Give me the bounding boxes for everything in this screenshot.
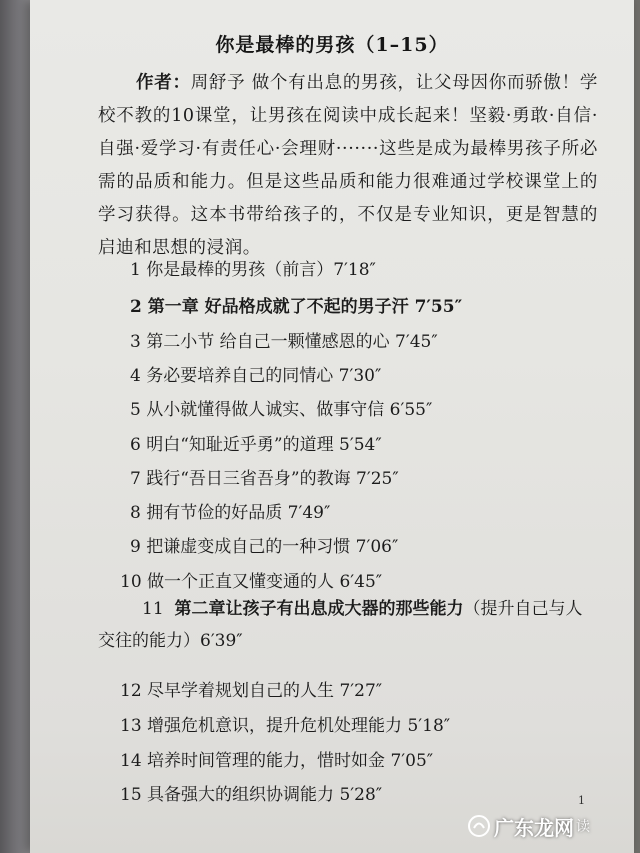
desk-background [0,0,30,853]
toc-item-8: 8 拥有节俭的好品质 7′49″ [130,503,331,523]
toc-item-11: 11 第二章让孩子有出息成大器的那些能力（提升自己与人交往的能力）6′39″ [98,599,583,651]
watermark [468,810,590,842]
author-label: 作者： [136,73,191,93]
toc-item-14: 14 培养时间管理的能力，惜时如金 7′05″ [120,751,434,771]
toc-item-3: 3 第二小节 给自己一颗懂感恩的心 7′45″ [130,332,438,352]
watermark-logo-icon [468,815,490,837]
toc-item-7: 7 践行“吾日三省吾身”的教诲 7′25″ [130,469,399,489]
document-page [30,0,634,853]
intro-text: 周舒予 做个有出息的男孩，让父母因你而骄傲！学校不教的10课堂，让男孩在阅读中成长起来！坚毅·勇敢·自信·自强·爱学习·有责任心·会理财·······这些是成为最棒男孩子所必需的品质和能力。但是这些品质和能力很难通过学校课堂上的学习获得。这本书带给孩子的，不仅是专业知识，更是智慧的启迪和思想的浸润。 [98,73,598,258]
toc-item-9: 9 把谦虚变成自己的一种习惯 7′06″ [130,537,399,557]
toc-item-5: 5 从小就懂得做人诚实、做事守信 6′55″ [130,400,433,420]
toc-item-1: 1 你是最棒的男孩（前言）7′18″ [130,260,376,280]
watermark-text: 广东龙网 [494,815,574,840]
toc-item-4: 4 务必要培养自己的同情心 7′30″ [130,366,382,386]
toc-item-2: 2 第一章 好品格成就了不起的男子汗 7′55″ [130,297,463,317]
document-title: 你是最棒的男孩（1–15） [215,34,449,56]
toc-item-15: 15 具备强大的组织协调能力 5′28″ [120,785,383,805]
page-number: 1 [578,794,585,807]
toc-item-6: 6 明白“知耻近乎勇”的道理 5′54″ [130,435,382,455]
toc-item-12: 12 尽早学着规划自己的人生 7′27″ [120,681,383,701]
toc-item-10: 10 做一个正直又懂变通的人 6′45″ [120,572,383,592]
watermark-suffix: 读 [576,819,590,835]
intro-paragraph [98,67,598,265]
toc-item-13: 13 增强危机意识，提升危机处理能力 5′18″ [120,716,451,736]
